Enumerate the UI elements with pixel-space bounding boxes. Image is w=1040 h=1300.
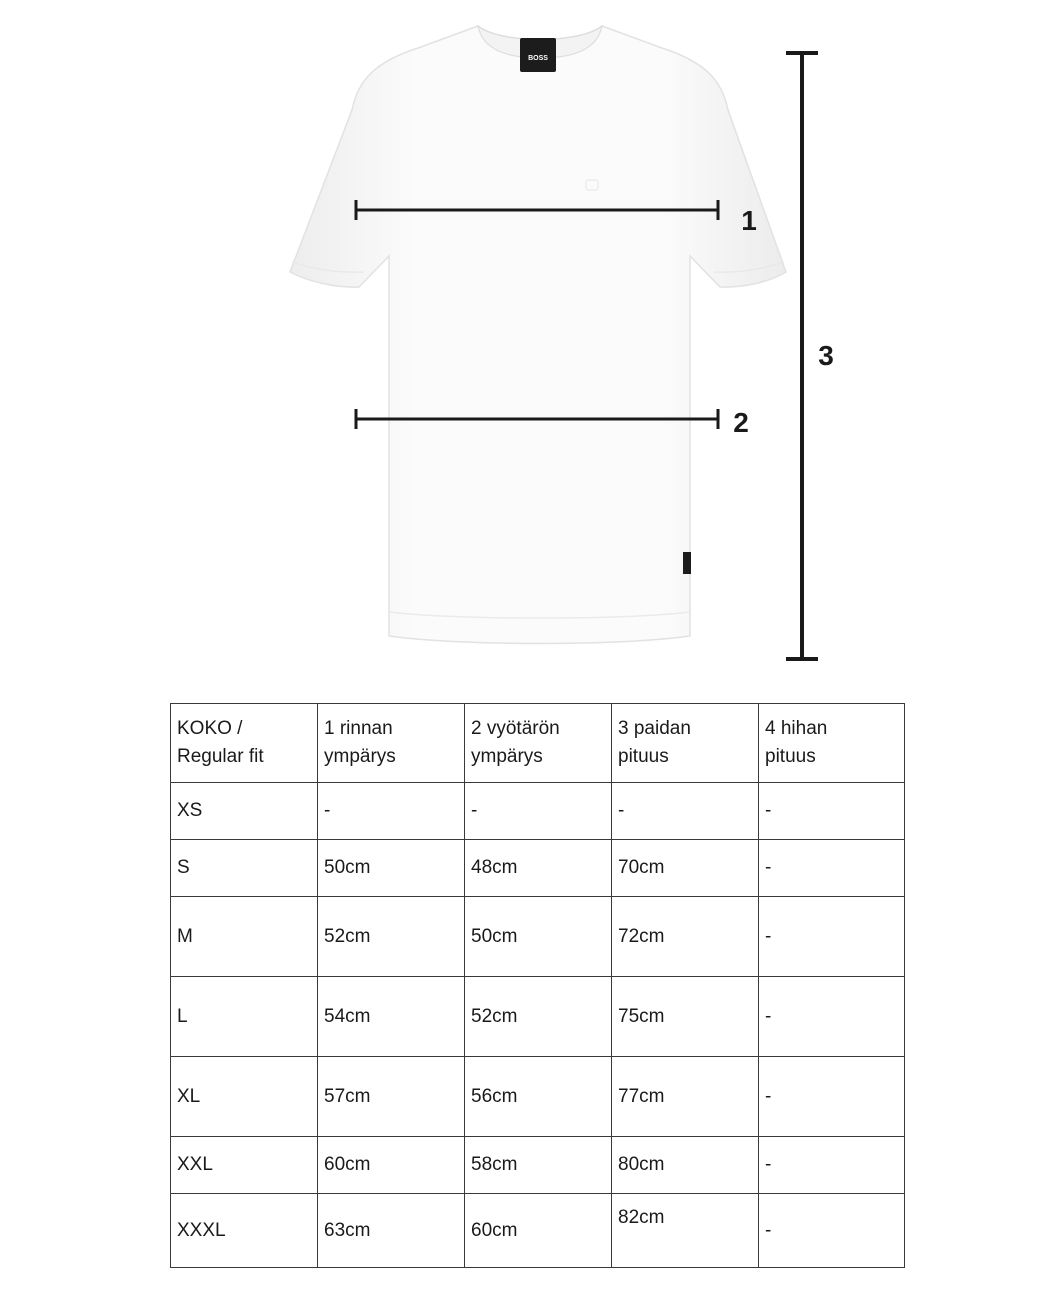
table-row <box>171 840 905 897</box>
cell-sleeve: - <box>759 1194 905 1268</box>
table-header-row <box>171 704 905 783</box>
cell-size: XL <box>171 1057 318 1137</box>
cell-chest: 57cm <box>318 1057 465 1137</box>
cell-waist: 48cm <box>465 840 612 897</box>
marker-1: 1 <box>741 205 757 236</box>
header-length: 3 paidan pituus <box>612 704 759 783</box>
cell-length: 70cm <box>612 840 759 897</box>
cell-size: XXL <box>171 1137 318 1194</box>
table-row <box>171 1137 905 1194</box>
table-row <box>171 897 905 977</box>
header-sleeve: 4 hihan pituus <box>759 704 905 783</box>
cell-sleeve: - <box>759 783 905 840</box>
cell-chest: 50cm <box>318 840 465 897</box>
cell-size: L <box>171 977 318 1057</box>
cell-sleeve: - <box>759 897 905 977</box>
cell-size: XXXL <box>171 1194 318 1268</box>
cell-waist: 56cm <box>465 1057 612 1137</box>
header-waist: 2 vyötärön ympärys <box>465 704 612 783</box>
header-size: KOKO / Regular fit <box>171 704 318 783</box>
header-chest: 1 rinnan ympärys <box>318 704 465 783</box>
cell-length: 80cm <box>612 1137 759 1194</box>
cell-waist: - <box>465 783 612 840</box>
table-row <box>171 977 905 1057</box>
cell-chest: 63cm <box>318 1194 465 1268</box>
cell-length: 77cm <box>612 1057 759 1137</box>
cell-size: S <box>171 840 318 897</box>
cell-waist: 50cm <box>465 897 612 977</box>
table-row <box>171 1057 905 1137</box>
cell-waist: 52cm <box>465 977 612 1057</box>
cell-chest: 54cm <box>318 977 465 1057</box>
marker-3: 3 <box>818 340 834 371</box>
size-table <box>170 703 905 1268</box>
marker-2: 2 <box>733 407 749 438</box>
cell-chest: 60cm <box>318 1137 465 1194</box>
cell-sleeve: - <box>759 840 905 897</box>
cell-size: M <box>171 897 318 977</box>
table-row <box>171 783 905 840</box>
cell-waist: 60cm <box>465 1194 612 1268</box>
cell-chest: - <box>318 783 465 840</box>
cell-waist: 58cm <box>465 1137 612 1194</box>
cell-length: 75cm <box>612 977 759 1057</box>
neck-label-text: BOSS <box>528 55 548 62</box>
tshirt-body <box>290 26 786 644</box>
measure-line-3 <box>786 53 818 659</box>
cell-length: - <box>612 783 759 840</box>
table-row <box>171 1194 905 1268</box>
cell-length: 82cm <box>612 1194 759 1268</box>
cell-size: XS <box>171 783 318 840</box>
cell-sleeve: - <box>759 1057 905 1137</box>
cell-length: 72cm <box>612 897 759 977</box>
side-label-tag <box>683 552 691 574</box>
cell-sleeve: - <box>759 1137 905 1194</box>
cell-chest: 52cm <box>318 897 465 977</box>
cell-sleeve: - <box>759 977 905 1057</box>
